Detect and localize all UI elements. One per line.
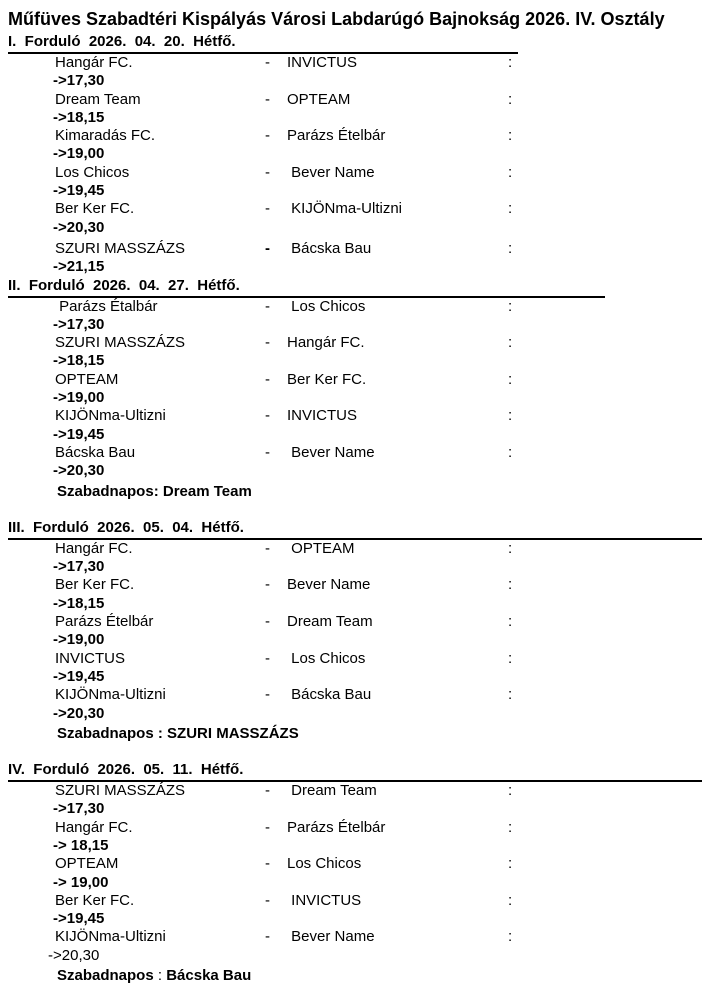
away-team: Ber Ker FC. bbox=[287, 370, 367, 388]
match-teams-line bbox=[8, 127, 720, 145]
away-team: Bever Name bbox=[287, 163, 375, 181]
away-team: Dream Team bbox=[287, 613, 373, 631]
away-team: Los Chicos bbox=[287, 855, 362, 873]
home-team: Los Chicos bbox=[55, 163, 130, 181]
round-header: I. Forduló 2026. 04. 20. Hétfő. bbox=[8, 33, 518, 54]
match-teams-line bbox=[8, 540, 720, 558]
vs-dash: - bbox=[265, 127, 270, 145]
vs-dash: - bbox=[265, 163, 270, 181]
away-team: INVICTUS bbox=[287, 407, 358, 425]
home-team: Hangár FC. bbox=[55, 54, 133, 71]
match-teams-line bbox=[8, 613, 720, 631]
vs-dash: - bbox=[265, 297, 270, 315]
away-team: KIJÖNma-Ultizni bbox=[287, 200, 403, 218]
home-team: SZURI MASSZÁZS bbox=[55, 334, 186, 352]
vs-dash: - bbox=[265, 613, 270, 631]
round-section bbox=[8, 33, 720, 277]
day-off-separator: : bbox=[153, 967, 167, 985]
match-teams-line bbox=[8, 892, 720, 910]
home-team: INVICTUS bbox=[55, 649, 126, 667]
score-colon: : bbox=[508, 686, 513, 704]
round-header: III. Forduló 2026. 05. 04. Hétfő. bbox=[8, 519, 702, 540]
kickoff-time: ->21,15 bbox=[53, 258, 105, 276]
home-team: OPTEAM bbox=[55, 855, 119, 873]
home-team: Parázs Étalbár bbox=[55, 297, 158, 315]
day-off-separator: : bbox=[153, 724, 168, 742]
home-team: Parázs Ételbár bbox=[55, 613, 154, 631]
day-off-label: Szabadnapos bbox=[57, 724, 154, 742]
vs-dash: - bbox=[265, 686, 270, 704]
home-team: Kimaradás FC. bbox=[55, 127, 156, 145]
score-colon: : bbox=[508, 200, 513, 218]
match-teams-line bbox=[8, 298, 720, 316]
round-section bbox=[8, 277, 720, 501]
match-row bbox=[8, 928, 720, 965]
score-colon: : bbox=[508, 818, 513, 836]
away-team: Parázs Ételbár bbox=[287, 818, 386, 836]
match-row bbox=[8, 334, 720, 371]
score-colon: : bbox=[508, 443, 513, 461]
kickoff-time: ->20,30 bbox=[53, 218, 105, 236]
kickoff-time: ->19,00 bbox=[53, 631, 105, 649]
score-colon: : bbox=[508, 334, 513, 352]
away-team: Los Chicos bbox=[287, 297, 366, 315]
kickoff-time: ->19,45 bbox=[53, 425, 105, 443]
match-row bbox=[8, 91, 720, 128]
match-row bbox=[8, 613, 720, 650]
vs-dash: - bbox=[265, 239, 270, 257]
match-teams-line bbox=[8, 164, 720, 182]
home-team: SZURI MASSZÁZS bbox=[55, 239, 186, 257]
match-row bbox=[8, 819, 720, 856]
match-row bbox=[8, 855, 720, 892]
match-teams-line bbox=[8, 819, 720, 837]
vs-dash: - bbox=[265, 539, 270, 557]
home-team: KIJÖNma-Ultizni bbox=[55, 686, 166, 704]
vs-dash: - bbox=[265, 576, 270, 594]
home-team: OPTEAM bbox=[55, 370, 119, 388]
kickoff-time: ->19,45 bbox=[53, 910, 105, 928]
match-row bbox=[8, 407, 720, 444]
away-team: Hangár FC. bbox=[287, 334, 365, 352]
match-row bbox=[8, 298, 720, 335]
match-teams-line bbox=[8, 444, 720, 462]
home-team: Ber Ker FC. bbox=[55, 891, 135, 909]
kickoff-time: ->19,00 bbox=[53, 389, 105, 407]
home-team: Hangár FC. bbox=[55, 818, 133, 836]
home-team: SZURI MASSZÁZS bbox=[55, 782, 186, 800]
kickoff-time: ->20,30 bbox=[53, 462, 105, 480]
score-colon: : bbox=[508, 163, 513, 181]
vs-dash: - bbox=[265, 200, 270, 218]
match-row bbox=[8, 444, 720, 481]
match-teams-line bbox=[8, 54, 720, 72]
score-colon: : bbox=[508, 239, 513, 257]
match-teams-line bbox=[8, 782, 720, 800]
vs-dash: - bbox=[265, 818, 270, 836]
away-team: INVICTUS bbox=[287, 54, 358, 71]
score-colon: : bbox=[508, 891, 513, 909]
schedule bbox=[8, 33, 720, 985]
vs-dash: - bbox=[265, 855, 270, 873]
kickoff-time: -> 19,00 bbox=[53, 873, 109, 891]
score-colon: : bbox=[508, 649, 513, 667]
kickoff-time: ->19,45 bbox=[53, 182, 105, 200]
vs-dash: - bbox=[265, 407, 270, 425]
kickoff-time: -> 18,15 bbox=[53, 836, 109, 854]
away-team: Parázs Ételbár bbox=[287, 127, 386, 145]
score-colon: : bbox=[508, 370, 513, 388]
home-team: Hangár FC. bbox=[55, 539, 133, 557]
kickoff-time: ->18,15 bbox=[53, 594, 105, 612]
away-team: OPTEAM bbox=[287, 539, 355, 557]
away-team: Bácska Bau bbox=[287, 686, 372, 704]
vs-dash: - bbox=[265, 334, 270, 352]
vs-dash: - bbox=[265, 370, 270, 388]
round-header: IV. Forduló 2026. 05. 11. Hétfő. bbox=[8, 761, 702, 782]
kickoff-time: ->17,30 bbox=[53, 558, 105, 576]
score-colon: : bbox=[508, 539, 513, 557]
kickoff-time: ->18,15 bbox=[53, 108, 105, 126]
away-team: Los Chicos bbox=[287, 649, 366, 667]
match-teams-line bbox=[8, 407, 720, 425]
score-colon: : bbox=[508, 407, 513, 425]
score-colon: : bbox=[508, 613, 513, 631]
match-row bbox=[8, 892, 720, 929]
match-row bbox=[8, 540, 720, 577]
match-row bbox=[8, 686, 720, 723]
score-colon: : bbox=[508, 127, 513, 145]
score-colon: : bbox=[508, 855, 513, 873]
away-team: Bever Name bbox=[287, 576, 371, 594]
day-off-separator: : bbox=[153, 482, 163, 500]
day-off-team: Bácska Bau bbox=[166, 967, 252, 985]
match-row bbox=[8, 240, 720, 277]
document-title: Műfüves Szabadtéri Kispályás Városi Labdarúgó Bajnokság 2026. IV. Osztály bbox=[8, 9, 665, 29]
kickoff-time: ->20,30 bbox=[48, 946, 100, 964]
vs-dash: - bbox=[265, 928, 270, 946]
match-row bbox=[8, 200, 720, 237]
match-teams-line bbox=[8, 928, 720, 946]
match-row bbox=[8, 650, 720, 687]
score-colon: : bbox=[508, 54, 513, 71]
score-colon: : bbox=[508, 297, 513, 315]
away-team: OPTEAM bbox=[287, 90, 351, 108]
match-teams-line bbox=[8, 686, 720, 704]
vs-dash: - bbox=[265, 443, 270, 461]
day-off-line bbox=[8, 725, 720, 743]
kickoff-time: ->17,30 bbox=[53, 800, 105, 818]
match-row bbox=[8, 576, 720, 613]
match-teams-line bbox=[8, 334, 720, 352]
score-colon: : bbox=[508, 576, 513, 594]
match-teams-line bbox=[8, 576, 720, 594]
match-teams-line bbox=[8, 855, 720, 873]
match-row bbox=[8, 127, 720, 164]
kickoff-time: ->19,45 bbox=[53, 667, 105, 685]
home-team: KIJÖNma-Ultizni bbox=[55, 928, 166, 946]
vs-dash: - bbox=[265, 649, 270, 667]
match-teams-line bbox=[8, 200, 720, 218]
kickoff-time: ->17,30 bbox=[53, 315, 105, 333]
away-team: Dream Team bbox=[287, 782, 377, 800]
match-row bbox=[8, 782, 720, 819]
away-team: Bever Name bbox=[287, 928, 375, 946]
home-team: KIJÖNma-Ultizni bbox=[55, 407, 166, 425]
vs-dash: - bbox=[265, 90, 270, 108]
vs-dash: - bbox=[265, 891, 270, 909]
day-off-line bbox=[8, 483, 720, 501]
match-teams-line bbox=[8, 240, 720, 258]
home-team: Ber Ker FC. bbox=[55, 576, 135, 594]
vs-dash: - bbox=[265, 54, 270, 71]
match-row bbox=[8, 371, 720, 408]
kickoff-time: ->20,30 bbox=[53, 704, 105, 722]
home-team: Bácska Bau bbox=[55, 443, 136, 461]
match-teams-line bbox=[8, 650, 720, 668]
score-colon: : bbox=[508, 90, 513, 108]
match-row bbox=[8, 164, 720, 201]
kickoff-time: ->19,00 bbox=[53, 145, 105, 163]
match-teams-line bbox=[8, 91, 720, 109]
round-section bbox=[8, 519, 720, 743]
home-team: Dream Team bbox=[55, 90, 141, 108]
kickoff-time: ->17,30 bbox=[53, 72, 105, 90]
round-header: II. Forduló 2026. 04. 27. Hétfő. bbox=[8, 277, 605, 298]
day-off-line bbox=[8, 967, 720, 985]
away-team: Bácska Bau bbox=[287, 239, 372, 257]
day-off-label: Szabadnapos bbox=[57, 482, 154, 500]
kickoff-time: ->18,15 bbox=[53, 352, 105, 370]
vs-dash: - bbox=[265, 782, 270, 800]
away-team: INVICTUS bbox=[287, 891, 362, 909]
score-colon: : bbox=[508, 782, 513, 800]
round-section bbox=[8, 761, 720, 985]
day-off-team: Dream Team bbox=[162, 482, 252, 500]
day-off-team: SZURI MASSZÁZS bbox=[167, 724, 299, 742]
match-teams-line bbox=[8, 371, 720, 389]
day-off-label: Szabadnapos bbox=[57, 967, 154, 985]
match-row bbox=[8, 54, 720, 91]
away-team: Bever Name bbox=[287, 443, 375, 461]
home-team: Ber Ker FC. bbox=[55, 200, 135, 218]
score-colon: : bbox=[508, 928, 513, 946]
